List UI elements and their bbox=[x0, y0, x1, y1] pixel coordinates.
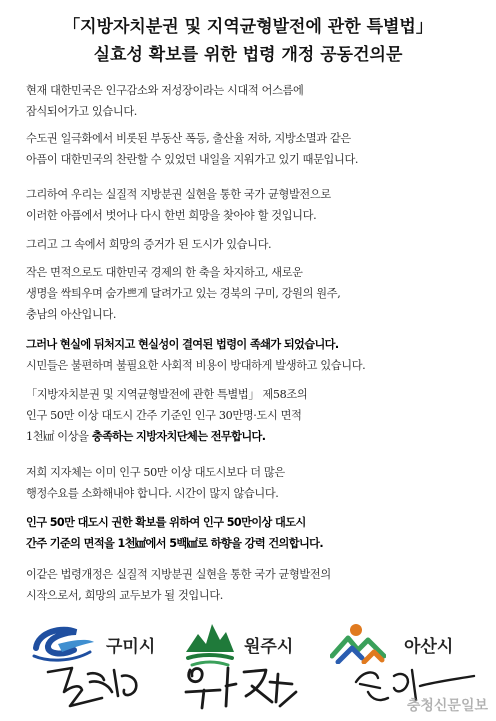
text-line: 현재 대한민국은 인구감소와 저성장이라는 시대적 어스름에 bbox=[26, 84, 304, 97]
text-line: 「지방자치분권 및 지역균형발전에 관한 특별법」 제58조의 bbox=[26, 388, 308, 401]
wonju-mayor-signature-icon bbox=[180, 662, 310, 714]
paragraph-3 bbox=[26, 184, 476, 226]
title-line-1: 「지방자치분권 및 지역균형발전에 관한 특별법」 bbox=[63, 17, 433, 37]
text-line: 인구 50만 이상 대도시 간주 기준인 인구 30만명·도시 면적 bbox=[26, 409, 302, 422]
text-line-mixed bbox=[26, 426, 476, 447]
wonju-city-logo-icon bbox=[182, 618, 238, 668]
emphasis-line: 간주 기준의 면적을 1천㎢에서 5백㎢로 하향을 강력 건의합니다. bbox=[26, 537, 324, 550]
signatory-wonju bbox=[178, 612, 328, 714]
paragraph-5 bbox=[26, 262, 476, 325]
signatory-gumi bbox=[28, 618, 178, 714]
text-line: 잠식되어가고 있습니다. bbox=[26, 105, 137, 118]
wonju-city-name: 원주시 bbox=[244, 637, 294, 657]
paragraph-9 bbox=[26, 512, 476, 554]
text-line: 아픔이 대한민국의 찬란할 수 있었던 내일을 지워가고 있기 때문입니다. bbox=[26, 153, 359, 166]
text-line: 저희 지자체는 이미 인구 50만 이상 대도시보다 더 많은 bbox=[26, 466, 285, 479]
emphasis-segment: 충족하는 지방자치단체는 전무합니다. bbox=[91, 430, 266, 443]
text-line: 이러한 아픔에서 벗어나 다시 한번 희망을 찾아야 할 것입니다. bbox=[26, 209, 317, 222]
text-line: 생명을 싹틔우며 숨가쁘게 달려가고 있는 경북의 구미, 강원의 원주, bbox=[26, 287, 341, 300]
text-line: 수도권 일극화에서 비롯된 부동산 폭등, 출산율 저하, 지방소멸과 같은 bbox=[26, 132, 351, 145]
asan-city-name: 아산시 bbox=[404, 637, 454, 657]
paragraph-2 bbox=[26, 128, 476, 170]
asan-city-logo-icon bbox=[330, 622, 386, 664]
text-line: 작은 면적으로도 대한민국 경제의 한 축을 차지하고, 새로운 bbox=[26, 266, 303, 279]
emphasis-line: 그러나 현실에 뒤처지고 현실성이 결여된 법령이 족쇄가 되었습니다. bbox=[26, 338, 339, 351]
text-line: 이같은 법령개정은 실질적 지방분권 실현을 통한 국가 균형발전의 bbox=[26, 568, 331, 581]
text-line: 시작으로서, 희망의 교두보가 될 것입니다. bbox=[26, 589, 224, 602]
text-line: 그리하여 우리는 실질적 지방분권 실현을 통한 국가 균형발전으로 bbox=[26, 188, 331, 201]
news-watermark: 충청신문일보 bbox=[406, 698, 488, 714]
gumi-mayor-signature-icon bbox=[42, 662, 162, 712]
text-line: 시민들은 불편하며 불필요한 사회적 비용이 방대하게 발생하고 있습니다. bbox=[26, 359, 366, 372]
text-line: 그리고 그 속에서 희망의 증거가 된 도시가 있습니다. bbox=[26, 238, 272, 251]
emphasis-line: 인구 50만 대도시 권한 확보를 위하여 인구 50만이상 대도시 bbox=[26, 516, 306, 529]
paragraph-1 bbox=[26, 80, 476, 122]
text-line: 행정수요를 소화해내야 합니다. 시간이 많지 않습니다. bbox=[26, 487, 279, 500]
paragraph-7 bbox=[26, 384, 476, 447]
text-segment: 1천㎢ 이상을 bbox=[26, 430, 92, 443]
paragraph-6 bbox=[26, 334, 476, 376]
paragraph-8 bbox=[26, 462, 476, 504]
gumi-city-name: 구미시 bbox=[106, 637, 156, 657]
gumi-city-logo-icon bbox=[28, 622, 98, 666]
paragraph-10 bbox=[26, 564, 476, 606]
paragraph-4 bbox=[26, 234, 476, 255]
title-line-2: 실효성 확보를 위한 법령 개정 공동건의문 bbox=[93, 45, 403, 65]
text-line: 충남의 아산입니다. bbox=[26, 308, 117, 321]
